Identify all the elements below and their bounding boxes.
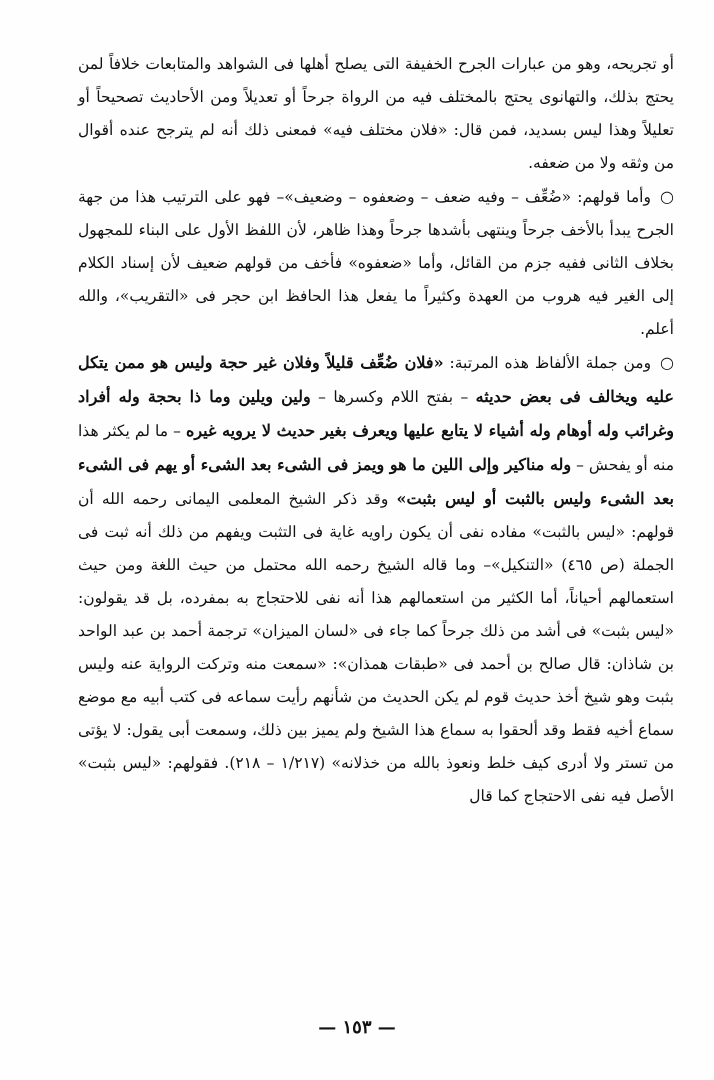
paragraph-3-bold-2: ولين ويلين وما ذا بحجة وله أفراد وغرائب وله أوهام وله أشياء لا يتابع عليها ويعرف بغير حديث لا يرويه غيره (78, 387, 675, 440)
paragraph-2 (78, 180, 674, 346)
paragraph-3-bold-3: وله مناكير وإلى اللين ما هو ويمز فى الشىء بعد الشىء أو يهم فى الشىء بعد الشىء وليس بالثبت أو ليس بثبت» (78, 455, 674, 508)
paragraph-3-plain-1: – بفتح اللام وكسرها – (310, 388, 476, 406)
main-text (78, 48, 674, 813)
paragraph-2-text: وأما قولهم: «ضُعِّف – وفيه ضعف – وضعفوه – وضعيف»– فهو على الترتيب هذا من جهة الجرح يبدأ بالأخف جرحاً وينتهى بأشدها جرحاً وهذا ظاهر، لأن اللفظ الأول على البناء للمجهول بخلاف الثانى ففيه جزم من القائل، وأما «ضعفوه» فأخف من قولهم ضعيف لأن إسناد الكلام إلى الغير فيه هروب من العهدة وكثيراً ما يفعل هذا الحافظ ابن حجر فى «التقريب»، والله أعلم. (78, 188, 674, 338)
bullet-circle-icon: ○ (660, 353, 674, 372)
paragraph-3-intro: ومن جملة الألفاظ هذه المرتبة: (443, 354, 652, 372)
page-number: — ١٥٣ — (318, 1017, 396, 1038)
bullet-circle-icon: ○ (660, 187, 674, 206)
paragraph-3 (78, 346, 674, 813)
paragraph-1-text: أو تجريحه، وهو من عبارات الجرح الخفيفة التى يصلح أهلها فى الشواهد والمتابعات خلافاً لمن يحتج بذلك، والتهانوى يحتج بالمختلف فيه من الرواة جرحاً أو تعديلاً ومن الأحاديث تصحيحاً أو تعليلاً وهذا ليس بسديد، فمن قال: «فلان مختلف فيه» فمعنى ذلك أنه لم يترجح عنده أقوال من وثقه ولا من ضعفه. (78, 55, 674, 172)
paragraph-3-plain-2: – ما لم يكثر هذا منه أو يفحش – (78, 422, 674, 474)
paragraph-3-bold-1: «فلان ضُعِّف قليلاً وفلان غير حجة وليس هو ممن يتكل عليه ويخالف فى بعض حديثه (78, 353, 674, 406)
paragraph-1 (78, 48, 674, 180)
paragraph-3-rest: وقد ذكر الشيخ المعلمى اليمانى رحمه الله أن قولهم: «ليس بالثبت» مفاده نفى أن يكون راويه غاية فى التثبت ويفهم من ذلك أنه ثبت فى الجملة (ص ٤٦٥) «التنكيل»– وما قاله الشيخ رحمه الله محتمل من حيث اللغة ومن حيث استعمالهم أحياناً، أما الكثير من استعمالهم هذا أنه نفى للاحتجاج به بمفرده، بل قد يقولون: «ليس بثبت» فى أشد من ذلك جرحاً كما جاء فى «لسان الميزان» ترجمة أحمد بن عبد الواحد بن شاذان: قال صالح بن أحمد فى «طبقات همذان»: «سمعت منه وتركت الرواية عنه وليس بثبت وهو شيخ أخذ حديث قوم لم يكن الحديث من شأنهم رأيت سماعه فى كتب أبيه مع موضع سماع أخيه فقط وقد ألحقوا به سماع هذا الشيخ ولم يميز بين ذلك، وسمعت أبى يقول: لا يؤتى من تستر ولا أدرى كيف خلط ونعوذ بالله من خذلانه» (١/٢١٧ – ٢١٨). فقولهم: «ليس بثبت» الأصل فيه نفى الاحتجاج كما قال (78, 490, 675, 805)
